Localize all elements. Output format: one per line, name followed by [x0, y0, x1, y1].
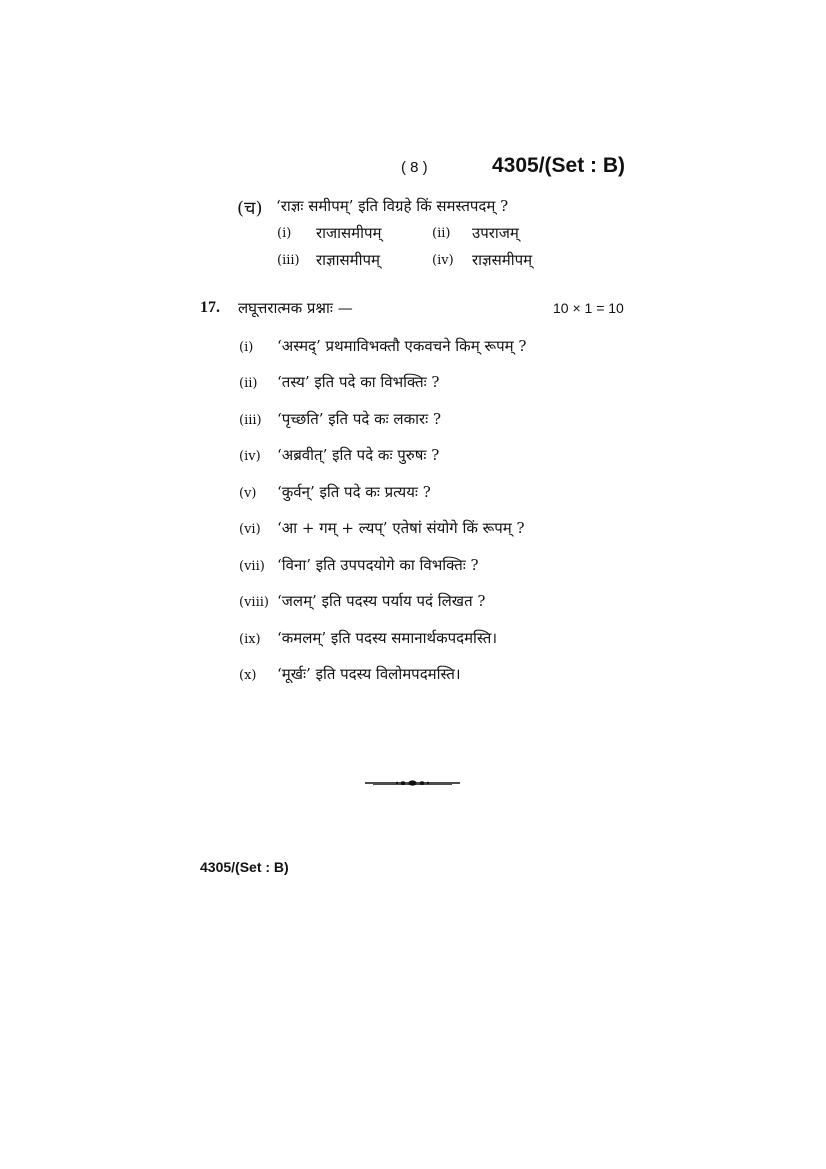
list-item-label: (vi) [239, 522, 261, 537]
paper-code-footer: 4305/(Set : B) [200, 859, 289, 875]
question-c-label: (च) [237, 198, 263, 219]
list-item-text: ‘अब्रवीत्’ इति पदे कः पुरुषः ? [277, 446, 440, 464]
option-label: (iv) [432, 253, 454, 268]
paper-code-header: 4305/(Set : B) [492, 154, 626, 177]
list-item-label: (viii) [239, 595, 269, 610]
list-item-text: ‘कुर्वन्’ इति पदे कः प्रत्ययः ? [277, 483, 431, 501]
list-item-text: ‘आ + गम् + ल्यप्’ एतेषां संयोगे किं रूपम् ? [277, 519, 525, 537]
option-text: राज्ञसमीपम् [472, 251, 533, 269]
option-text: उपराजम् [472, 224, 519, 242]
question-number: 17. [200, 299, 220, 316]
list-item-text: ‘मूर्खः’ इति पदस्य विलोमपदमस्ति। [277, 665, 461, 683]
list-item-text: ‘कमलम्’ इति पदस्य समानार्थकपदमस्ति। [277, 629, 498, 647]
option-label: (iii) [277, 253, 300, 268]
list-item-label: (i) [239, 340, 254, 355]
list-item-label: (iii) [239, 413, 262, 428]
question-title: लघूत्तरात्मक प्रश्नाः — [238, 299, 353, 317]
list-item-label: (vii) [239, 559, 265, 574]
option-text: राज्ञासमीपम् [316, 251, 381, 269]
option-text: राजासमीपम् [316, 224, 382, 242]
list-item-label: (ix) [239, 632, 261, 647]
list-item-text: ‘तस्य’ इति पदे का विभक्तिः ? [277, 373, 440, 391]
list-item-label: (v) [239, 486, 257, 501]
question-c-text: ‘राज्ञः समीपम्’ इति विग्रहे किं समस्तपदम् ? [276, 197, 509, 215]
list-item-text: ‘जलम्’ इति पदस्य पर्याय पदं लिखत ? [277, 592, 486, 610]
list-item-label: (ii) [239, 376, 258, 391]
option-label: (i) [277, 226, 292, 241]
end-ornament-divider [365, 776, 460, 790]
list-item-text: ‘पृच्छति’ इति पदे कः लकारः ? [277, 410, 441, 428]
list-item-text: ‘अस्मद्’ प्रथमाविभक्तौ एकवचने किम् रूपम् ? [277, 337, 527, 355]
list-item-text: ‘विना’ इति उपपदयोगे का विभक्तिः ? [277, 556, 479, 574]
option-label: (ii) [432, 226, 451, 241]
page-number: ( 8 ) [401, 159, 428, 176]
marks-allotment: 10 × 1 = 10 [553, 300, 624, 316]
list-item-label: (x) [239, 668, 257, 683]
list-item-label: (iv) [239, 449, 261, 464]
